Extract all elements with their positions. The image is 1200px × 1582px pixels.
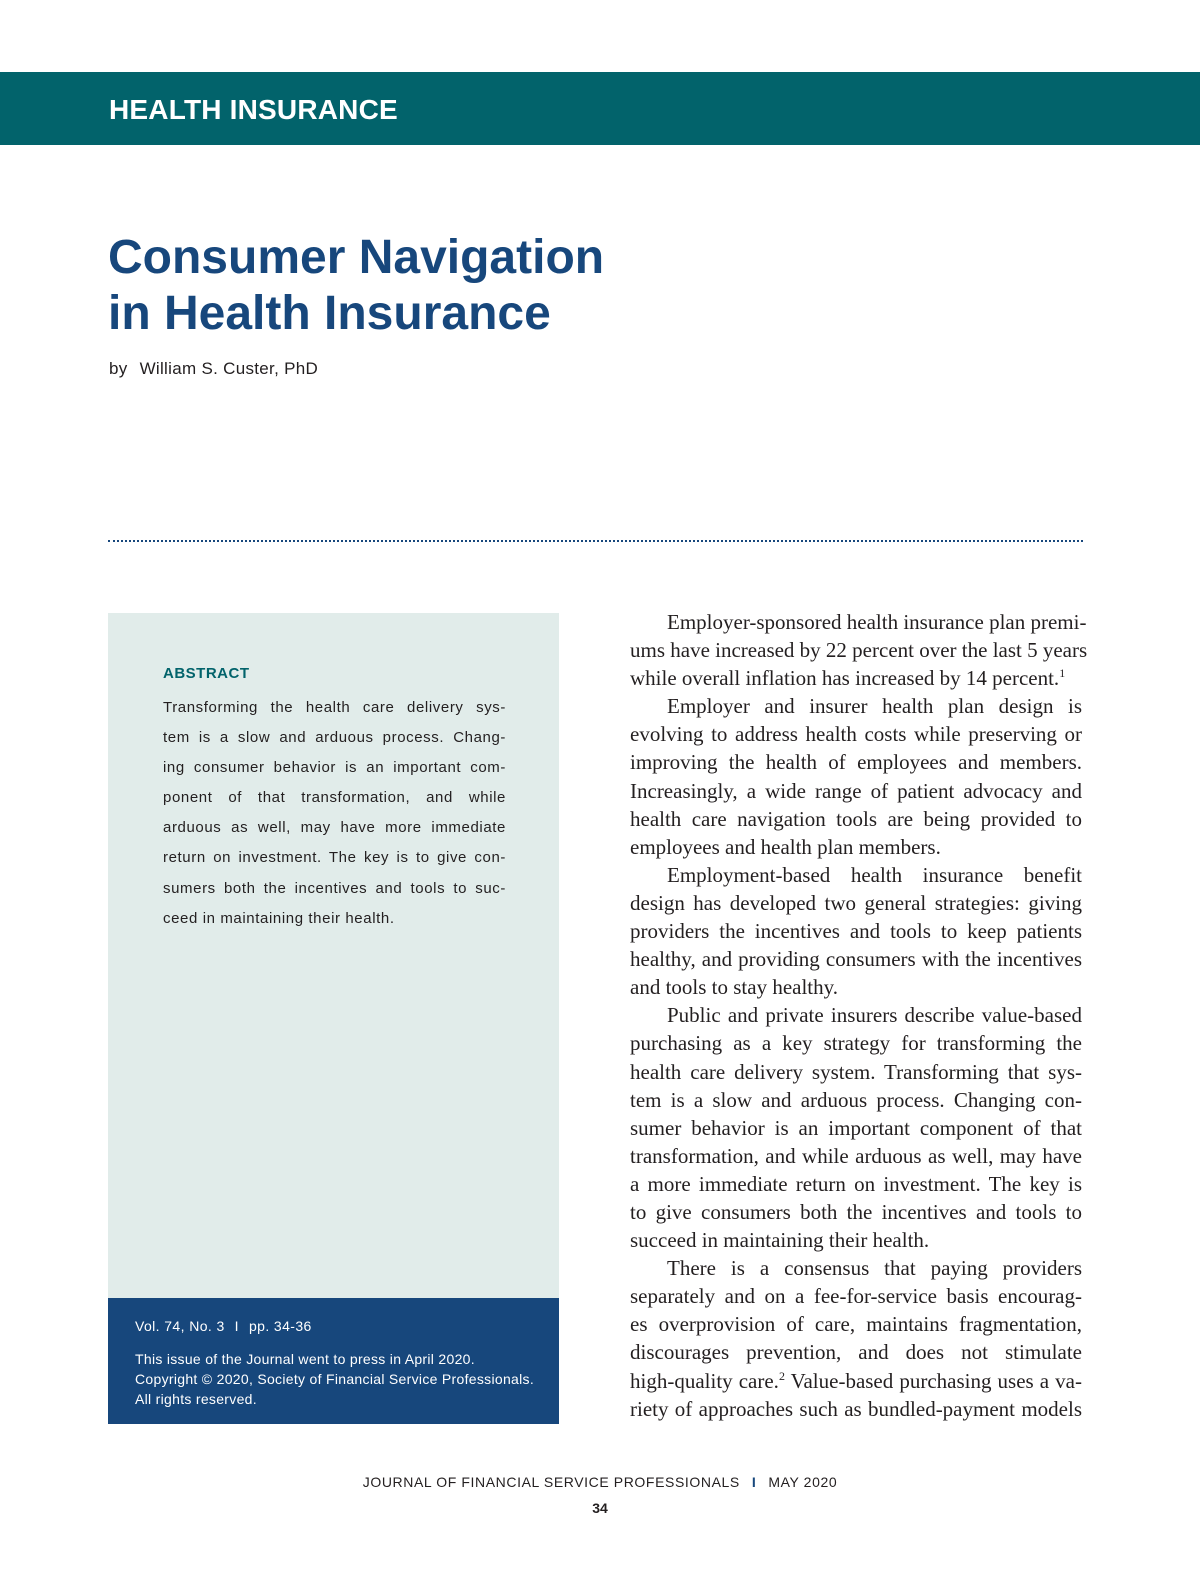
body-line: tem is a slow and arduous process. Changing con- [630, 1087, 1082, 1112]
article-title [108, 230, 808, 342]
body-line: transformation, and while arduous as well, may have [630, 1143, 1082, 1168]
body-line: Public and private insurers describe value-based [667, 1003, 1082, 1028]
journal-name: JOURNAL OF FINANCIAL SERVICE PROFESSIONALS [362, 1474, 740, 1490]
body-line: a more immediate return on investment. The key is [630, 1171, 1082, 1196]
volume-separator: I [234, 1318, 239, 1334]
byline [109, 359, 318, 379]
body-line: employees and health plan members. [630, 834, 941, 859]
abstract-line: ceed in maintaining their health. [163, 909, 395, 927]
title-line: Consumer Navigation [108, 231, 605, 284]
body-line: and tools to stay healthy. [630, 975, 839, 1000]
body-line: separately and on a fee-for-service basis encourag- [630, 1284, 1082, 1309]
body-line-text: Value-based purchasing uses a va- [784, 1368, 1082, 1393]
body-line: riety of approaches such as bundled-payment models [630, 1396, 1082, 1421]
body-line [630, 664, 1082, 692]
section-header-band [0, 72, 1200, 145]
abstract-line: return on investment. The key is to give con- [163, 849, 506, 867]
abstract-line: sumers both the incentives and tools to suc- [163, 879, 506, 897]
press-copyright-text [135, 1349, 545, 1409]
footer-separator: I [751, 1474, 757, 1490]
body-line: evolving to address health costs while preserving or [630, 722, 1082, 747]
volume-line [135, 1318, 312, 1334]
press-line: This issue of the Journal went to press in April 2020. [135, 1351, 475, 1367]
dotted-divider [108, 540, 1083, 542]
abstract-line: tem is a slow and arduous process. Chang- [163, 729, 506, 747]
page-number: 34 [592, 1500, 608, 1516]
body-line: health care delivery system. Transforming that sys- [630, 1059, 1082, 1084]
issue-info-panel [108, 1298, 559, 1424]
abstract-line: arduous as well, may have more immediate [163, 819, 506, 837]
abstract-line: Transforming the health care delivery sys- [163, 699, 506, 716]
body-line: healthy, and providing consumers with the incentives [630, 947, 1082, 972]
abstract-line: ponent of that transformation, and while [163, 789, 506, 807]
body-line: health care navigation tools are being provided to [630, 806, 1082, 831]
page-range: pp. 34-36 [248, 1318, 312, 1334]
body-line: Employer and insurer health plan design is [667, 694, 1082, 719]
abstract-text [163, 693, 506, 934]
body-line [630, 1367, 1082, 1395]
article-body [630, 608, 1088, 1423]
footer-journal-line [0, 1474, 1200, 1490]
title-line: in Health Insurance [108, 287, 551, 340]
issue-date: MAY 2020 [768, 1474, 838, 1490]
footnote-marker: 2 [778, 1368, 785, 1383]
body-line-text: high-quality care. [630, 1368, 779, 1393]
abstract-panel [108, 613, 559, 1298]
body-line: Increasingly, a wide range of patient advocacy and [630, 778, 1082, 803]
body-line: purchasing as a key strategy for transforming the [630, 1031, 1082, 1056]
volume-number: Vol. 74, No. 3 [135, 1318, 225, 1334]
body-line: discourages prevention, and does not stimulate [630, 1340, 1082, 1365]
press-line: Copyright © 2020, Society of Financial Service Professionals. [135, 1371, 535, 1387]
body-line: Employer-sponsored health insurance plan premi- [667, 610, 1087, 634]
abstract-heading: ABSTRACT [163, 665, 250, 682]
byline-prefix: by [109, 359, 128, 378]
body-line: Employment-based health insurance benefit [667, 862, 1082, 887]
section-label: HEALTH INSURANCE [109, 94, 398, 125]
footnote-marker: 1 [1059, 666, 1066, 681]
author-name: William S. Custer, PhD [139, 359, 319, 378]
body-line-text: while overall inflation has increased by 14 percent. [630, 666, 1060, 691]
body-line: es overprovision of care, maintains fragmentation, [630, 1312, 1082, 1337]
body-line: There is a consensus that paying providers [667, 1256, 1082, 1281]
body-line: improving the health of employees and members. [630, 750, 1082, 775]
body-line: sumer behavior is an important component of that [630, 1115, 1082, 1140]
abstract-line: ing consumer behavior is an important com- [163, 759, 506, 777]
press-line: All rights reserved. [135, 1391, 257, 1407]
body-line: providers the incentives and tools to keep patients [630, 919, 1082, 944]
body-line: to give consumers both the incentives and tools to [630, 1199, 1082, 1224]
body-line: ums have increased by 22 percent over the last 5 years [630, 638, 1088, 663]
body-line: succeed in maintaining their health. [630, 1228, 930, 1253]
body-line: design has developed two general strategies: giving [630, 890, 1082, 915]
